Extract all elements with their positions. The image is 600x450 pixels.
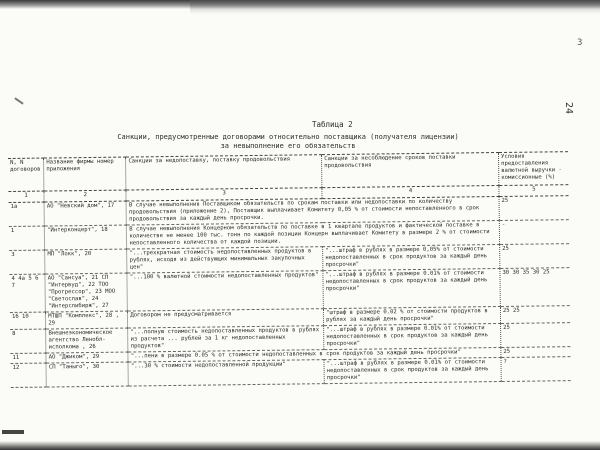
page-number: 24: [563, 102, 574, 115]
contract-number: 3: [9, 250, 45, 274]
scan-shadow-top: [190, 0, 600, 14]
column-number: 4: [322, 186, 499, 199]
column-number: 1: [8, 191, 44, 202]
commission-value: 25: [501, 323, 571, 348]
contract-number: 11: [10, 353, 46, 363]
late-sanction: "...штраф в рублях в размере 0.01% от стоимости недопоставленных в срок продуктов за каждый день просрочки": [323, 268, 500, 308]
firm-name: МТШП "Комплекс", 28 , 29: [46, 311, 128, 329]
firm-name: АО "Невский дом", 17: [44, 201, 126, 226]
header-contract-number: N, N договоров: [8, 158, 44, 191]
late-sanction: "штраф в размере 0.02 % от стоимости продуктов в рублях за каждый день просрочки": [324, 306, 501, 325]
contract-number: 16 10: [10, 312, 46, 329]
firm-name: СП "Таныго", 30: [46, 362, 128, 387]
column-number: 2: [44, 190, 126, 202]
caption-line-1: Санкции, предусмотренные договорами относительно поставщика (получателя лицензии): [117, 133, 459, 141]
header-shortfall-sanctions: Санкции за недопоставку, поставку продовольствия: [126, 155, 322, 190]
column-number: 5: [499, 185, 569, 197]
corner-mark: 3: [577, 38, 583, 48]
table-title: Таблица 2: [312, 120, 353, 129]
late-sanction: "...штраф в рублях в размере 0.01% от стоимости недопоставленных в срок продуктов за каждый день просрочки": [324, 323, 501, 349]
shortfall-sanction: "...полную стоимость недопоставленных продуктов в рублях из расчета ... рублей за 1 кг недопоставленных продуктов": [128, 326, 324, 352]
contract-number: 12: [11, 363, 47, 387]
header-firm-name: Название фирмы номер приложения: [44, 157, 126, 191]
contract-number: 4 4а 5 6 7: [9, 274, 45, 312]
firm-name: АО "Сансуа", 21 СП "Интервуд", 22 ТОО "Прогрессор", 23 МОО "Светослав", 24 "Интерслибирж", 27: [45, 273, 128, 312]
firm-name: МП "Локк", 20: [45, 249, 127, 274]
sanction-text: "...пени в размере 0.05 % от стоимости недопоставленных в срок продуктов за каждый день просрочки": [128, 347, 501, 362]
firm-name: "Интерконцерт", 18: [45, 225, 127, 250]
commission-value: 30 30 35 30 25: [500, 268, 570, 307]
contract-number: 1а: [9, 202, 45, 226]
header-commission: Условия предоставления валютной выручки - комиссионные (%): [498, 152, 568, 186]
caption-line-2: за невыполнение его обязательств: [220, 142, 356, 150]
commission-value: -: [499, 220, 569, 245]
shortfall-sanction: "...100 % валютной стоимости недопоставленных продуктов": [127, 271, 323, 311]
column-number: 3: [126, 188, 322, 201]
firm-name: АО "Джиком", 29: [46, 352, 128, 363]
commission-value: 25: [500, 244, 570, 269]
sanction-text: В случае невыполнения Концерном обязательств по поставке в 1 квартале продуктов и фактической поставке в количестве не менее 100 тыс. тонн по каждой позиции Концерн выплачивает Комитету в размере 2 % от стоимости непоставленного количества от каждой позиции.: [127, 221, 500, 250]
shortfall-sanction: Договором не предусматривается: [128, 309, 324, 328]
scan-edge-bottom: [0, 441, 600, 450]
sanctions-table: [8, 151, 571, 388]
scan-stray-mark: [2, 430, 24, 434]
header-late-sanctions: Санкции за несоблюдение сроков поставки продовольствия: [322, 153, 499, 188]
contract-number: 8: [10, 329, 46, 353]
commission-value: 25: [501, 347, 571, 358]
table-caption: [78, 133, 498, 151]
shortfall-sanction: "...30 % стоимости недопоставленной продукции": [128, 360, 324, 386]
firm-name: Внешнеэкономическое агентство Леноблисполкома , 26: [46, 328, 128, 353]
sanction-text: В случае невыполнения Поставщиком обязательств по срокам поставки или недопоставки по количеству продовольствия (приложение 2), Поставщик выплачивает Комитету 0,05 % от стоимости непоставленного в срок продовольствия за каждый день просрочки.: [126, 197, 499, 226]
late-sanction: "...штраф в рублях в размере 0,05% от стоимости недопоставленных в срок продуктов за каждый день просрочки": [323, 245, 500, 271]
commission-value: ?: [501, 357, 571, 382]
commission-value: 25 25: [500, 306, 570, 324]
shortfall-sanction: "...трехкратная стоимость недопоставленных продуктов в рублях, исходя из действующих минимальных закупочных цен": [127, 247, 323, 273]
scan-mark: [14, 97, 23, 104]
late-sanction: "...штраф в рублях в размере 0.01% от стоимости недопоставленных в срок продуктов за каждый день просрочки": [324, 357, 501, 383]
contract-number: 1: [9, 226, 45, 250]
commission-value: 25: [499, 196, 569, 221]
